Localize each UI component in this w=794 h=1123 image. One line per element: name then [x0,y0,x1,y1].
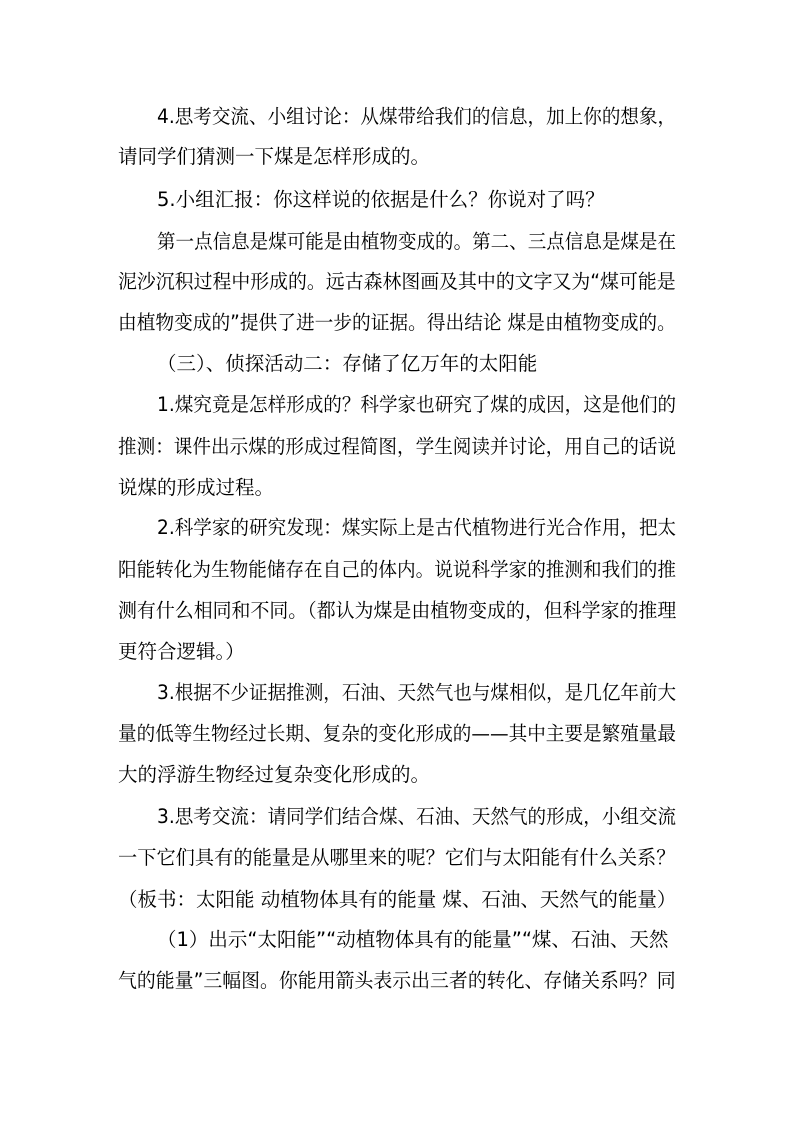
text-line: 1.煤究竟是怎样形成的？科学家也研究了煤的成因，这是他们的 [157,393,677,416]
text-line: 气的能量”三幅图。你能用箭头表示出三者的转化、存储关系吗？同 [118,969,676,992]
text-line: 2.科学家的研究发现：煤实际上是古代植物进行光合作用，把太 [157,516,677,539]
text-line: （板书：太阳能 动植物体具有的能量 煤、石油、天然气的能量） [118,888,677,911]
section-heading: （三）、侦探活动二：存储了亿万年的太阳能 [157,352,538,375]
text-line: 大的浮游生物经过复杂变化形成的。 [118,763,431,786]
text-line: 第一点信息是煤可能是由植物变成的。第二、三点信息是煤是在 [157,230,677,253]
text-line: 更符合逻辑。） [118,640,245,663]
text-line: 泥沙沉积过程中形成的。远古森林图画及其中的文字又为“煤可能是 [118,270,676,293]
text-line: 3.思考交流：请同学们结合煤、石油、天然气的形成，小组交流 [157,805,677,828]
text-line: 3.根据不少证据推测，石油、天然气也与煤相似，是几亿年前大 [157,681,677,704]
text-line: 由植物变成的”提供了进一步的证据。得出结论 煤是由植物变成的。 [118,311,676,334]
text-line: 说煤的形成过程。 [118,476,275,499]
text-line: 4.思考交流、小组讨论：从煤带给我们的信息，加上你的想象， [157,105,677,128]
text-line: 阳能转化为生物能储存在自己的体内。说说科学家的推测和我们的推 [118,558,677,581]
text-line: 5.小组汇报：你这样说的依据是什么？你说对了吗？ [157,188,605,211]
text-line: 推测：课件出示煤的形成过程简图，学生阅读并讨论，用自己的话说 [118,435,677,458]
text-line: （1）出示“太阳能”“动植物体具有的能量”“煤、石油、天然 [157,928,669,951]
text-line: 测有什么相同和不同。（都认为煤是由植物变成的，但科学家的推理 [118,599,677,622]
text-line: 请同学们猜测一下煤是怎样形成的。 [118,145,431,168]
text-line: 一下它们具有的能量是从哪里来的呢？它们与太阳能有什么关系？ [118,846,676,869]
text-line: 量的低等生物经过长期、复杂的变化形成的——其中主要是繁殖量最 [118,722,677,745]
